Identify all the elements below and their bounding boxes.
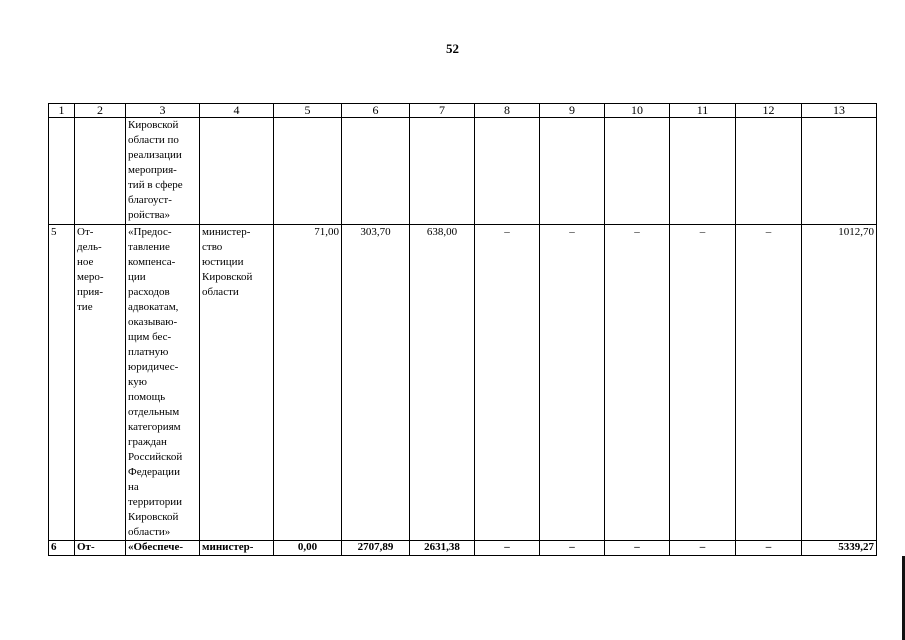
table-header-row: [49, 104, 877, 118]
cell-value: 2631,38: [410, 541, 475, 556]
budget-table: [48, 103, 877, 556]
cell-type: От- дель- ное меро- прия- тие: [75, 225, 126, 541]
cell-value: –: [670, 225, 736, 541]
header-cell: 4: [200, 104, 274, 118]
cell-value: 638,00: [410, 225, 475, 541]
cell-name: «Обеспече-: [126, 541, 200, 556]
cell-value: 2707,89: [342, 541, 410, 556]
table-row: [49, 541, 877, 556]
cell-number: 5: [49, 225, 75, 541]
cell-value: –: [540, 541, 605, 556]
header-cell: 13: [802, 104, 877, 118]
cell-value: –: [605, 225, 670, 541]
page-number: 52: [446, 41, 459, 56]
cell-name: Кировской области по реализации мероприя- тий в сфере благоуст- ройства»: [126, 118, 200, 225]
table-row: [49, 225, 877, 541]
cell-executor: министер- ство юстиции Кировской области: [200, 225, 274, 541]
header-cell: 11: [670, 104, 736, 118]
cell-number: 6: [49, 541, 75, 556]
header-cell: 6: [342, 104, 410, 118]
cell-executor: министер-: [200, 541, 274, 556]
header-cell: 1: [49, 104, 75, 118]
header-cell: 7: [410, 104, 475, 118]
header-cell: 5: [274, 104, 342, 118]
cell-name: «Предос- тавление компенса- ции расходов адвокатам, оказываю- щим бес- платную юридичес- кую помощь отдельным категориям граждан Российской Федерации на территории Кировской области»: [126, 225, 200, 541]
cell-value: –: [736, 225, 802, 541]
cell-value: 0,00: [274, 541, 342, 556]
header-cell: 2: [75, 104, 126, 118]
cell-total: 1012,70: [802, 225, 877, 541]
cell-value: –: [475, 541, 540, 556]
table-row-continuation: [49, 118, 877, 225]
cell-value: –: [605, 541, 670, 556]
header-cell: 12: [736, 104, 802, 118]
cell-value: –: [540, 225, 605, 541]
cell-value: 303,70: [342, 225, 410, 541]
cell-value: –: [736, 541, 802, 556]
cell-total: 5339,27: [802, 541, 877, 556]
cell-type: От-: [75, 541, 126, 556]
header-cell: 3: [126, 104, 200, 118]
header-cell: 10: [605, 104, 670, 118]
cell-value: –: [475, 225, 540, 541]
header-cell: 8: [475, 104, 540, 118]
header-cell: 9: [540, 104, 605, 118]
cell-value: 71,00: [274, 225, 342, 541]
cell-value: –: [670, 541, 736, 556]
